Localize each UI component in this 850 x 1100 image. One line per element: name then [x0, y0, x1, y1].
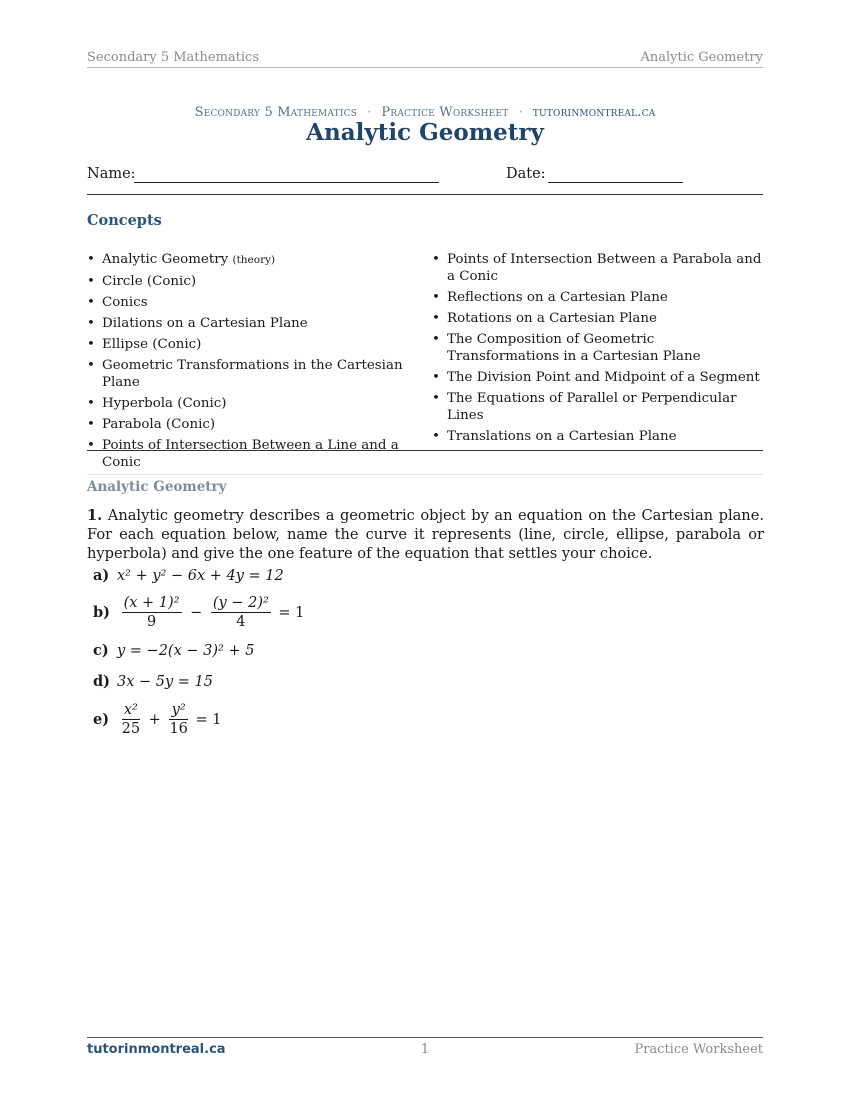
separator: ·: [518, 105, 523, 120]
list-item: • Rotations on a Cartesian Plane: [432, 310, 762, 327]
list-item: • Geometric Transformations in the Cartesian Plane: [87, 357, 417, 391]
list-item: • The Division Point and Midpoint of a Segment: [432, 369, 762, 386]
list-item: • Conics: [87, 294, 417, 311]
worksheet-kind: Practice Worksheet: [381, 105, 509, 120]
equation: 3x − 5y = 15: [117, 674, 214, 690]
part-label: d): [93, 673, 110, 690]
list-item: • Points of Intersection Between a Line and a Conic: [87, 437, 417, 471]
fraction: $\frac{\text{y²}}{16}$: [169, 702, 188, 737]
equation-rhs: = 1: [278, 604, 305, 621]
footer-right: Practice Worksheet: [634, 1042, 763, 1057]
list-item: • The Equations of Parallel or Perpendicular Lines: [432, 390, 762, 424]
concepts-list-left: [87, 251, 417, 475]
part-d: [93, 673, 213, 690]
running-header-left: Secondary 5 Mathematics: [87, 50, 260, 65]
site-name: tutorinmontreal.ca: [532, 105, 656, 120]
question-1: [87, 506, 764, 563]
list-item: • Reflections on a Cartesian Plane: [432, 289, 762, 306]
part-e: [93, 701, 221, 738]
part-label: c): [93, 642, 109, 659]
question-number: 1.: [87, 507, 103, 524]
name-label: Name:: [87, 166, 136, 182]
list-item: • The Composition of Geometric Transformations in a Cartesian Plane: [432, 331, 762, 365]
fraction: $\frac{\text{x²}}{25}$: [121, 702, 141, 737]
list-item: • Parabola (Conic): [87, 416, 417, 433]
equation: y = −2(x − 3)² + 5: [117, 643, 255, 659]
list-item: • Dilations on a Cartesian Plane: [87, 315, 417, 332]
title-block-rule: [87, 194, 763, 195]
footer-site-link[interactable]: tutorinmontreal.ca: [87, 1042, 226, 1057]
part-label: b): [93, 604, 110, 621]
date-field[interactable]: [548, 182, 683, 183]
list-item: • Points of Intersection Between a Parabola and a Conic: [432, 251, 762, 285]
concepts-rule: [87, 450, 763, 451]
date-label: Date:: [506, 166, 546, 182]
part-a: [93, 567, 284, 584]
part-c: [93, 642, 254, 659]
concepts-list-right: [432, 251, 762, 449]
page-title: Analytic Geometry: [306, 119, 544, 146]
list-item: • Translations on a Cartesian Plane: [432, 428, 762, 445]
section-heading: Analytic Geometry: [87, 479, 227, 495]
separator: ·: [367, 105, 372, 120]
course-name: Secondary 5 Mathematics: [194, 105, 358, 120]
part-label: a): [93, 567, 110, 584]
name-field[interactable]: [134, 182, 439, 183]
operator: +: [148, 711, 161, 728]
question-text: Analytic geometry describes a geometric object by an equation on the Cartesian plane. For each equation below, name the curve it represents (line, circle, ellipse, parabola or hyperbola) and give the one feature of the equation that settles your choice.: [87, 507, 764, 562]
list-item: • Ellipse (Conic): [87, 336, 417, 353]
footer-rule: [87, 1037, 763, 1038]
running-header-right: Analytic Geometry: [640, 50, 763, 65]
page-number: 1: [420, 1042, 430, 1057]
worksheet-topline: [0, 105, 850, 120]
list-item: • Analytic Geometry (theory): [87, 251, 417, 269]
operator: −: [190, 604, 203, 621]
list-item: • Hyperbola (Conic): [87, 395, 417, 412]
part-label: e): [93, 711, 110, 728]
part-b: [93, 594, 304, 631]
equation-rhs: = 1: [195, 711, 222, 728]
list-item: • Circle (Conic): [87, 273, 417, 290]
header-rule: [87, 67, 763, 68]
section-rule: [87, 474, 763, 475]
equation: x² + y² − 6x + 4y = 12: [117, 568, 284, 584]
concepts-heading: Concepts: [87, 212, 162, 229]
fraction: $\frac{\text{(x + 1)²}}{9}$: [123, 595, 180, 630]
fraction: $\frac{\text{(y − 2)²}}{4}$: [212, 595, 269, 630]
